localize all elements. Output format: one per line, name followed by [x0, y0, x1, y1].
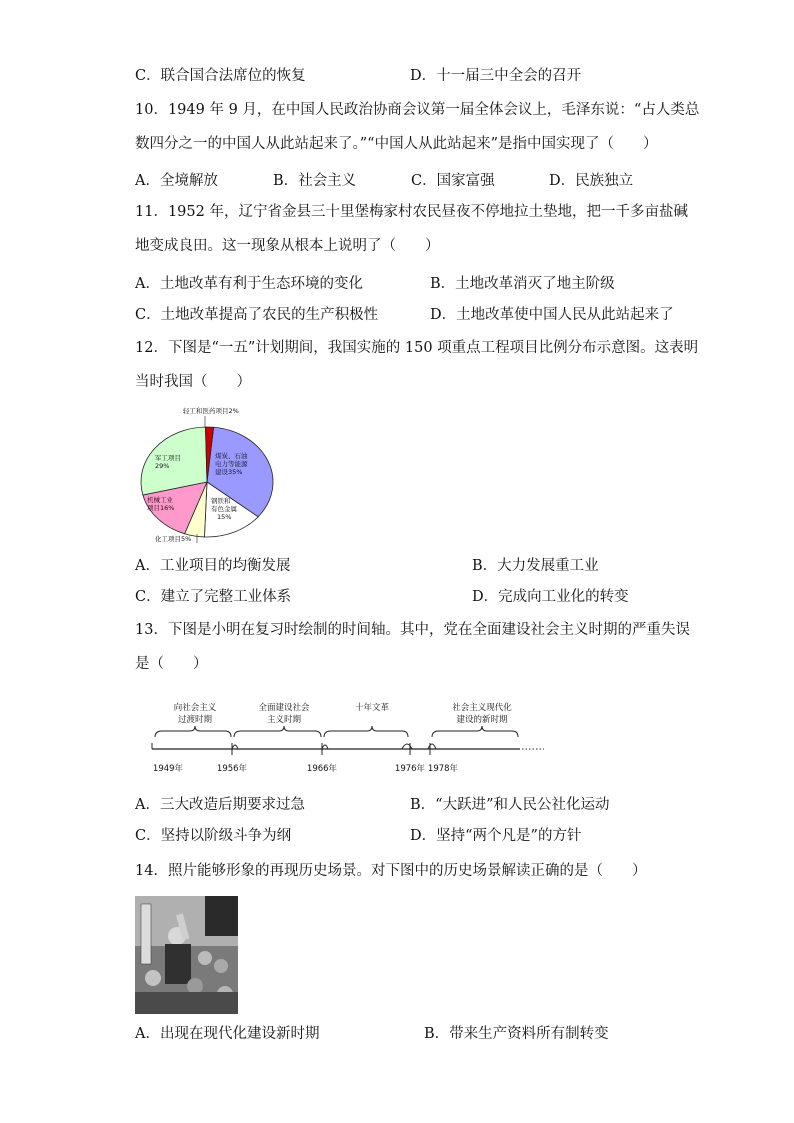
question-12-line-2: 当时我国（ ） — [135, 374, 251, 390]
option-d: D．完成向工业化的转变 — [472, 589, 629, 605]
option-c: C．建立了完整工业体系 — [135, 589, 292, 605]
period-brace — [234, 726, 321, 737]
pie-label: 煤炭、石油 — [215, 452, 248, 460]
year-label: 1966年 — [306, 764, 338, 774]
period-brace — [155, 726, 231, 737]
pie-label: 建设35% — [215, 468, 243, 476]
year-label: 1956年 — [216, 764, 248, 774]
pie-label: 29% — [155, 462, 170, 470]
option-a: A．工业项目的均衡发展 — [135, 558, 291, 574]
question-11-line-1: 11．1952 年，辽宁省金县三十里堡梅家村农民昼夜不停地拉土垫地，把一千多亩盐碱 — [135, 204, 688, 220]
pie-label: 机械工业 — [147, 496, 173, 504]
option-b: B．“大跃进”和人民公社化运动 — [410, 797, 610, 813]
pie-label: 15% — [217, 513, 232, 521]
period-label: 十年文革 — [354, 703, 390, 713]
period-label: 主义时期 — [266, 715, 302, 725]
period-label: 社会主义现代化 — [452, 703, 512, 713]
period-brace — [432, 726, 518, 737]
historical-photo — [135, 896, 238, 1014]
year-label: 1978年 — [427, 764, 459, 774]
pie-label: 电力等能源 — [215, 460, 248, 468]
pie-label: 项目16% — [147, 504, 175, 512]
option-c: C．土地改革提高了农民的生产积极性 — [135, 307, 379, 323]
timeline-diagram — [140, 695, 560, 780]
pie-label: 军工项目 — [155, 454, 181, 462]
pie-label: 有色金属 — [211, 505, 237, 513]
option-b: B．土地改革消灭了地主阶级 — [430, 276, 615, 292]
option-d: D．土地改革使中国人民从此站起来了 — [430, 307, 674, 323]
period-brace — [324, 726, 408, 737]
pie-label: 化工项目5% — [155, 535, 192, 543]
option-c: C．坚持以阶级斗争为纲 — [135, 828, 292, 844]
option-b: B．大力发展重工业 — [472, 558, 599, 574]
option-a: A．土地改革有利于生态环境的变化 — [135, 276, 363, 292]
pie-label: 钢铁和 — [211, 497, 231, 505]
option-d: D．十一届三中全会的召开 — [410, 68, 582, 84]
period-label: 过渡时期 — [177, 715, 213, 725]
question-10-line-2: 数四分之一的中国人从此站起来了。”“中国人从此站起来”是指中国实现了（ ） — [135, 136, 658, 152]
option-d: D．民族独立 — [549, 173, 634, 189]
question-13-line-2: 是（ ） — [135, 656, 208, 672]
pie-label: 轻工和医药项目2% — [183, 407, 239, 415]
question-14-line-1: 14．照片能够形象的再现历史场景。对下图中的历史场景解读正确的是（ ） — [135, 863, 647, 879]
question-12-line-1: 12．下图是“一五”计划期间，我国实施的 150 项重点工程项目比例分布示意图。这表明 — [135, 340, 699, 356]
option-a: A．全境解放 — [135, 173, 218, 189]
option-a: A．三大改造后期要求过急 — [135, 797, 305, 813]
option-a: A．出现在现代化建设新时期 — [135, 1026, 320, 1042]
question-10-line-1: 10．1949 年 9 月，在中国人民政治协商会议第一届全体会议上，毛泽东说：“占人类总 — [135, 102, 700, 118]
option-b: B．带来生产资料所有制转变 — [424, 1026, 609, 1042]
period-label: 向社会主义 — [173, 703, 217, 713]
pie-chart — [135, 400, 285, 550]
question-11-line-2: 地变成良田。这一现象从根本上说明了（ ） — [135, 238, 440, 254]
option-c: C．联合国合法席位的恢复 — [135, 68, 306, 84]
period-label: 建设的新时期 — [456, 715, 508, 725]
period-label: 全面建设社会 — [258, 703, 310, 713]
year-label: 1976年 — [394, 764, 426, 774]
option-d: D．坚持“两个凡是”的方针 — [410, 828, 582, 844]
year-label: 1949年 — [152, 764, 184, 774]
option-b: B．社会主义 — [273, 173, 357, 189]
option-c: C．国家富强 — [411, 173, 495, 189]
question-13-line-1: 13．下图是小明在复习时绘制的时间轴。其中，党在全面建设社会主义时期的严重失误 — [135, 622, 690, 638]
